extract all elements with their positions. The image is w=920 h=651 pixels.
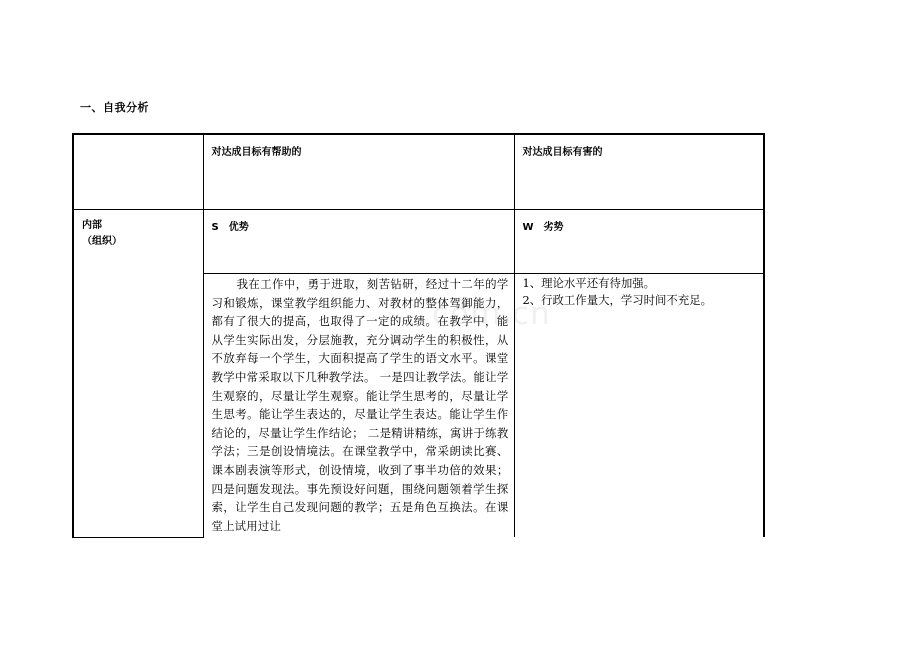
strength-text: 我在工作中，勇于进取，刻苦钻研，经过十二年的学习和锻炼，课堂教学组织能力、对教材的整体驾御能力，都有了很大的提高，也取得了一定的成绩。在教学中，能从学生实际出发，分层施教，充分调动学生的积极性，从不放弃每一个学生，大面积提高了学生的语文水平。课堂教学中常采取以下几种教学法。 一是四让教学法。能让学生观察的，尽量让学生观察。能让学生思考的，尽量让学生思考。能让学生表达的，尽量让学生表达。能让学生作结论的，尽量让学生作结论； 二是精讲精练，寓讲于练教学法；三是创设情境法。在课堂教学中，常采朗读比赛、课本剧表演等形式，创设情境，收到了事半功倍的效果；四是问题发现法。事先预设好问题，围绕问题领着学生探索，让学生自己发现问题的教学；五是角色互换法。在课堂上试用过让: [211, 277, 509, 533]
strength-content-cell: [203, 274, 514, 538]
section-title: 一、自我分析: [80, 101, 149, 114]
table-header-row: [73, 134, 764, 210]
internal-label-row: [73, 210, 764, 274]
strength-label: S 优势: [211, 222, 249, 233]
weakness-label: W 劣势: [522, 222, 564, 233]
helpful-header: 对达成目标有帮助的: [211, 147, 302, 158]
weakness-item: 1、理论水平还有待加强。: [522, 276, 656, 290]
strength-label-cell: [203, 210, 514, 274]
organization-label: （组织）: [82, 236, 122, 247]
weakness-content-cell: [514, 274, 764, 538]
watermark: com.cn: [432, 296, 551, 332]
corner-cell: [73, 134, 203, 210]
weakness-list: [515, 274, 764, 309]
internal-label: 内部: [82, 220, 102, 231]
helpful-header-cell: [203, 134, 514, 210]
internal-row-label-cell: [73, 210, 203, 538]
harmful-header: 对达成目标有害的: [522, 147, 603, 158]
weakness-label-cell: [514, 210, 764, 274]
swot-table: [72, 133, 765, 538]
harmful-header-cell: [514, 134, 764, 210]
weakness-item: 2、行政工作量大，学习时间不充足。: [522, 293, 712, 307]
